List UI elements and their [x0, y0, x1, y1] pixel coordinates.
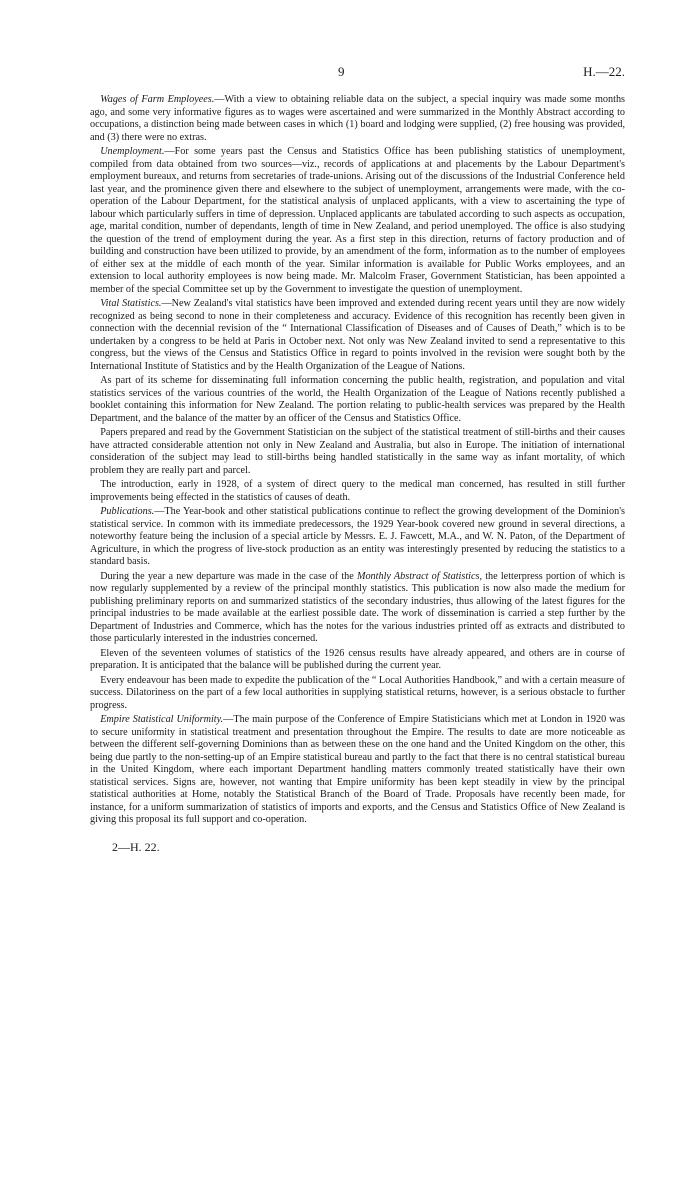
paragraph-text: —For some years past the Census and Statistics Office has been publishing statistics of unemployment, compiled from data obtained from two sources—viz., records of applications at and placements by the Labour Department's employment bureaux, and returns from secretaries of trade-unions. Arising out of the discussions of the Industrial Conference held last year, and the prominence given there and elsewhere to the subject of unemployment, arrangements were made, with the co-operation of the Labour Department, for the statistical analysis of unplaced applicants, with a view to ascertaining the type of labour which particularly suffers in time of depression. Unplaced applicants are tabulated according to such aspects as occupation, age, marital condition, number of dependants, length of time in New Zealand, and period unemployed. The office is also studying the question of the trend of employment during the year. As a first step in this direction, returns of factory production and of building and construction have been utilized to provide, by an amendment of the form, information as to the number of employees of either sex at the middle of each month of the year. Similar information is available for Public Works employees, and an extension to local authority employees is now being made. Mr. Malcolm Fraser, Government Statistician, has been appointed a member of the special Committee set up by the Government to investigate the question of unemployment.: [90, 146, 625, 295]
section-heading: Unemployment.: [100, 146, 165, 157]
paragraph-text: As part of its scheme for disseminating full information concerning the public health, registration, and population and vital statistics services of the various countries of the world, the Health Organization of the League of Nations recently published a booklet containing this information for New Zealand. The portion relating to public-health services was prepared by the Health Department, and the balance of the matter by an officer of the Census and Statistics Office.: [90, 375, 625, 424]
paragraph-wages: [90, 94, 625, 144]
paragraph-text: Every endeavour has been made to expedite the publication of the “ Local Authorities Handbook,” and with a certain measure of success. Dilatoriness on the part of a few local authorities in supplying statistical returns, however, is a serious obstacle to further progress.: [90, 674, 625, 711]
page-header: [90, 60, 625, 94]
paragraph-health-organization: [90, 375, 625, 425]
section-heading: Wages of Farm Employees.: [100, 94, 215, 105]
section-heading: Publications.: [100, 506, 155, 517]
paragraph-direct-query: [90, 479, 625, 504]
paragraph-empire-uniformity: [90, 714, 625, 827]
paragraph-text: Eleven of the seventeen volumes of statistics of the 1926 census results have already appeared, and others are in course of preparation. It is anticipated that the balance will be published during the current year.: [90, 647, 625, 671]
document-page: [90, 60, 625, 1150]
section-heading: Vital Statistics.: [100, 298, 162, 309]
paragraph-text: —With a view to obtaining reliable data on the subject, a special inquiry was made some months ago, and some very informative figures as to wages were ascertained and were summarized in the Monthly Abstract according to occupations, a distinction being made between cases in which (1) board and lodging were supplied, (2) free housing was provided, and (3) there were no extras.: [90, 94, 625, 143]
paragraph-handbook: [90, 675, 625, 713]
page-number: 9: [338, 64, 345, 79]
paragraph-text: —The Year-book and other statistical publications continue to reflect the growing development of the Dominion's statistical service. In common with its immediate predecessors, the 1929 Year-book covered new ground in several directions, a noteworthy feature being the inclusion of a special article by Messrs. E. J. Fawcett, M.A., and W. N. Paton, of the Department of Agriculture, in which the progress of live-stock production as an entity was interestingly presented by reducing the statistics to a standard basis.: [90, 506, 625, 567]
paragraph-text-lead: During the year a new departure was made in the case of the: [100, 570, 357, 582]
paragraph-census-volumes: [90, 648, 625, 673]
paragraph-vital-statistics: [90, 298, 625, 373]
section-heading: Empire Statistical Uniformity.: [100, 714, 224, 725]
paragraph-unemployment: [90, 146, 625, 296]
page-footer: 2—H. 22.: [112, 839, 160, 854]
paragraph-monthly-abstract: [90, 571, 625, 646]
paragraph-text: Papers prepared and read by the Government Statistician on the subject of the statistical treatment of still-births and their causes have attracted considerable attention not only in New Zealand and Australia, but also in Europe. The initiation of international consideration of the subject may lead to still-births being handled statistically in the same way as infant mortality, of which problem they are really part and parcel.: [90, 427, 625, 476]
paragraph-text: The introduction, early in 1928, of a system of direct query to the medical man concerned, has resulted in still further improvements being effected in the statistics of causes of death.: [90, 479, 625, 503]
paragraph-text: , the letterpress portion of which is now regularly supplemented by a review of the principal monthly statistics. This publication is now also made the medium for publishing preliminary reports on and summarized statistics of the secondary industries, thus allowing of the latest figures for the principal industries to be made available at the earliest possible date. The work of dissemination is carried a step further by the Department of Industries and Commerce, which has the notes for the various industries printed off as extracts and distributed to those particularly interested in the industries concerned.: [90, 570, 625, 644]
paragraph-still-births: [90, 427, 625, 477]
publication-title: Monthly Abstract of Statistics: [356, 570, 480, 582]
paragraph-text: —The main purpose of the Conference of Empire Statisticians which met at London in 1920 was to secure uniformity in statistical treatment and presentation throughout the Empire. The results to date are more noticeable as between the different self-governing Dominions than as between these on the one hand and the United Kingdom on the other, this being due partly to the non-setting-up of an Empire statistical bureau and partly to the fact that there is no central statistical bureau in the United Kingdom, where each important Department handling matters commonly treated statistically have their own statistical services. Signs are, however, not wanting that Empire uniformity has been kept steadily in view by the principal statistical authorities at Home, notably the Statistical Branch of the Board of Trade. Proposals have recently been made, for instance, for a uniform summarization of statistics of imports and exports, and the Census and Statistics Office of New Zealand is giving this proposal its full support and co-operation.: [90, 714, 625, 825]
paragraph-publications: [90, 506, 625, 569]
document-reference: H.—22.: [583, 64, 625, 79]
paragraph-text: —New Zealand's vital statistics have been improved and extended during recent years until they are now widely recognized as being second to none in their completeness and accuracy. Evidence of this recognition has recently been given in connection with the decennial revision of the “ International Classification of Diseases and of Causes of Death,” which is to be undertaken by a congress to be held at Paris in October next. Not only was New Zealand invited to send a representative to this congress, but the views of the Census and Statistics Office in regard to points involved in the revision were sought both by the International Institute of Statistics and by the Health Organization of the League of Nations.: [90, 298, 625, 372]
